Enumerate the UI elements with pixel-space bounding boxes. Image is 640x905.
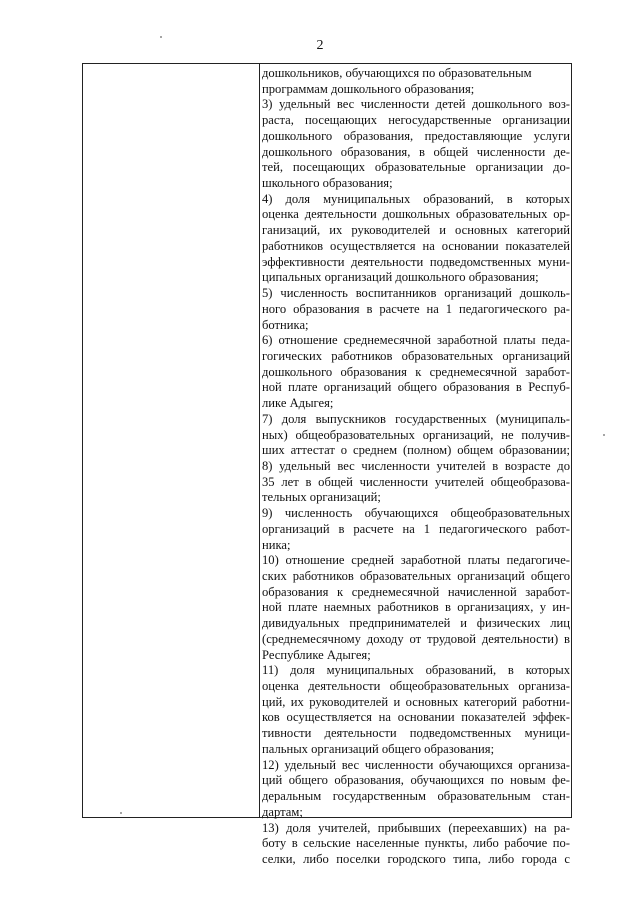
text-line: 35 лет в общей численности учителей общеобразова- — [262, 474, 570, 489]
text-line: работников осуществляется на основании показателей — [262, 238, 570, 253]
text-line: тей, посещающих образовательные организации до- — [262, 160, 570, 175]
text-line: дошкольного образования, в общей численности де- — [262, 144, 570, 159]
text-line: 4) доля муниципальных образований, в которых — [262, 191, 570, 206]
text-line: дошкольников, обучающихся по образовательным — [262, 66, 532, 80]
text-line: оценка деятельности дошкольных образовательных ор- — [262, 207, 570, 222]
page-number: 2 — [316, 38, 324, 53]
text-line: дартам; — [262, 804, 303, 819]
text-line: ций общего образования, обучающихся по новым фе- — [262, 773, 570, 788]
text-line: дивидуальных предпринимателей и физических лиц — [262, 616, 570, 631]
table-left-cell — [83, 64, 260, 817]
text-line: 10) отношение средней заработной платы педагогиче- — [262, 553, 570, 568]
text-line: селки, либо поселки городского типа, либо города с — [262, 851, 570, 866]
text-line: организаций в расчете на 1 педагогического работ- — [262, 521, 570, 536]
text-line: 13) доля учителей, прибывших (переехавших) на ра- — [262, 820, 570, 835]
text-line: ших аттестат о среднем (полном) общем образовании; — [262, 443, 570, 458]
text-line: ций, их руководителей и основных категорий работни- — [262, 694, 570, 709]
text-line: Республике Адыгея; — [262, 647, 371, 662]
text-line: школьного образования; — [262, 176, 393, 191]
text-line: (среднемесячному доходу от трудовой деятельности) в — [262, 631, 570, 646]
text-line: 5) численность воспитанников организаций дошколь- — [262, 286, 570, 301]
text-line: 7) доля выпускников государственных (муниципаль- — [262, 411, 570, 426]
text-line: оценка деятельности общеобразовательных организа- — [262, 679, 570, 694]
text-line: 6) отношение среднемесячной заработной платы педа- — [262, 333, 570, 348]
document-table — [82, 63, 572, 866]
text-line: боту в сельские населенные пункты, либо рабочие по- — [262, 836, 570, 851]
scan-speck — [603, 434, 605, 436]
text-line: гогических работников образовательных организаций — [262, 348, 570, 363]
text-line: ципальных организаций дошкольного образования; — [262, 270, 539, 285]
text-line: образования к среднемесячной начисленной заработ- — [262, 584, 570, 599]
text-line: 12) удельный вес численности обучающихся организа- — [262, 757, 570, 772]
text-line: пальных организаций общего образования; — [262, 741, 495, 756]
text-line: ной плате наемных работников в организациях, у ин- — [262, 600, 570, 615]
text-line: эффективности деятельности подведомственных муни- — [262, 254, 570, 269]
text-line: дошкольного образования, предоставляющие услуги — [262, 128, 570, 143]
text-line: тельных организаций; — [262, 490, 381, 505]
text-line: ских работников образовательных организаций общего — [262, 569, 570, 583]
text-line: программам дошкольного образования; — [262, 81, 475, 96]
text-line: тивности деятельности подведомственных муници- — [262, 726, 570, 741]
text-line: ника; — [262, 537, 291, 552]
text-line: 8) удельный вес численности учителей в возрасте до — [262, 458, 570, 473]
text-line: лике Адыгея; — [262, 396, 334, 411]
table-right-cell-text — [260, 66, 571, 868]
text-line: ных) общеобразовательных организаций, не получив- — [262, 427, 570, 442]
text-line: дошкольного образования к среднемесячной заработ- — [262, 364, 570, 379]
text-line: ботника; — [262, 317, 309, 332]
text-line: раста, посещающих негосударственные организации — [262, 113, 570, 128]
text-line: 9) численность обучающихся общеобразовательных — [262, 506, 570, 521]
text-line: 3) удельный вес численности детей дошкольного воз- — [262, 97, 570, 112]
text-line: ганизаций, их руководителей и основных категорий — [262, 223, 570, 238]
text-line: ков осуществляется на основании показателей эффек- — [262, 710, 570, 725]
text-line: 11) доля муниципальных образований, в которых — [262, 663, 570, 678]
text-line: ного образования в расчете на 1 педагогического ра- — [262, 301, 570, 316]
scan-speck — [120, 812, 122, 814]
text-line: ной плате организаций общего образования в Респуб- — [262, 380, 570, 395]
scan-speck — [160, 36, 162, 38]
text-line: деральным государственным образовательным стан- — [262, 789, 570, 804]
